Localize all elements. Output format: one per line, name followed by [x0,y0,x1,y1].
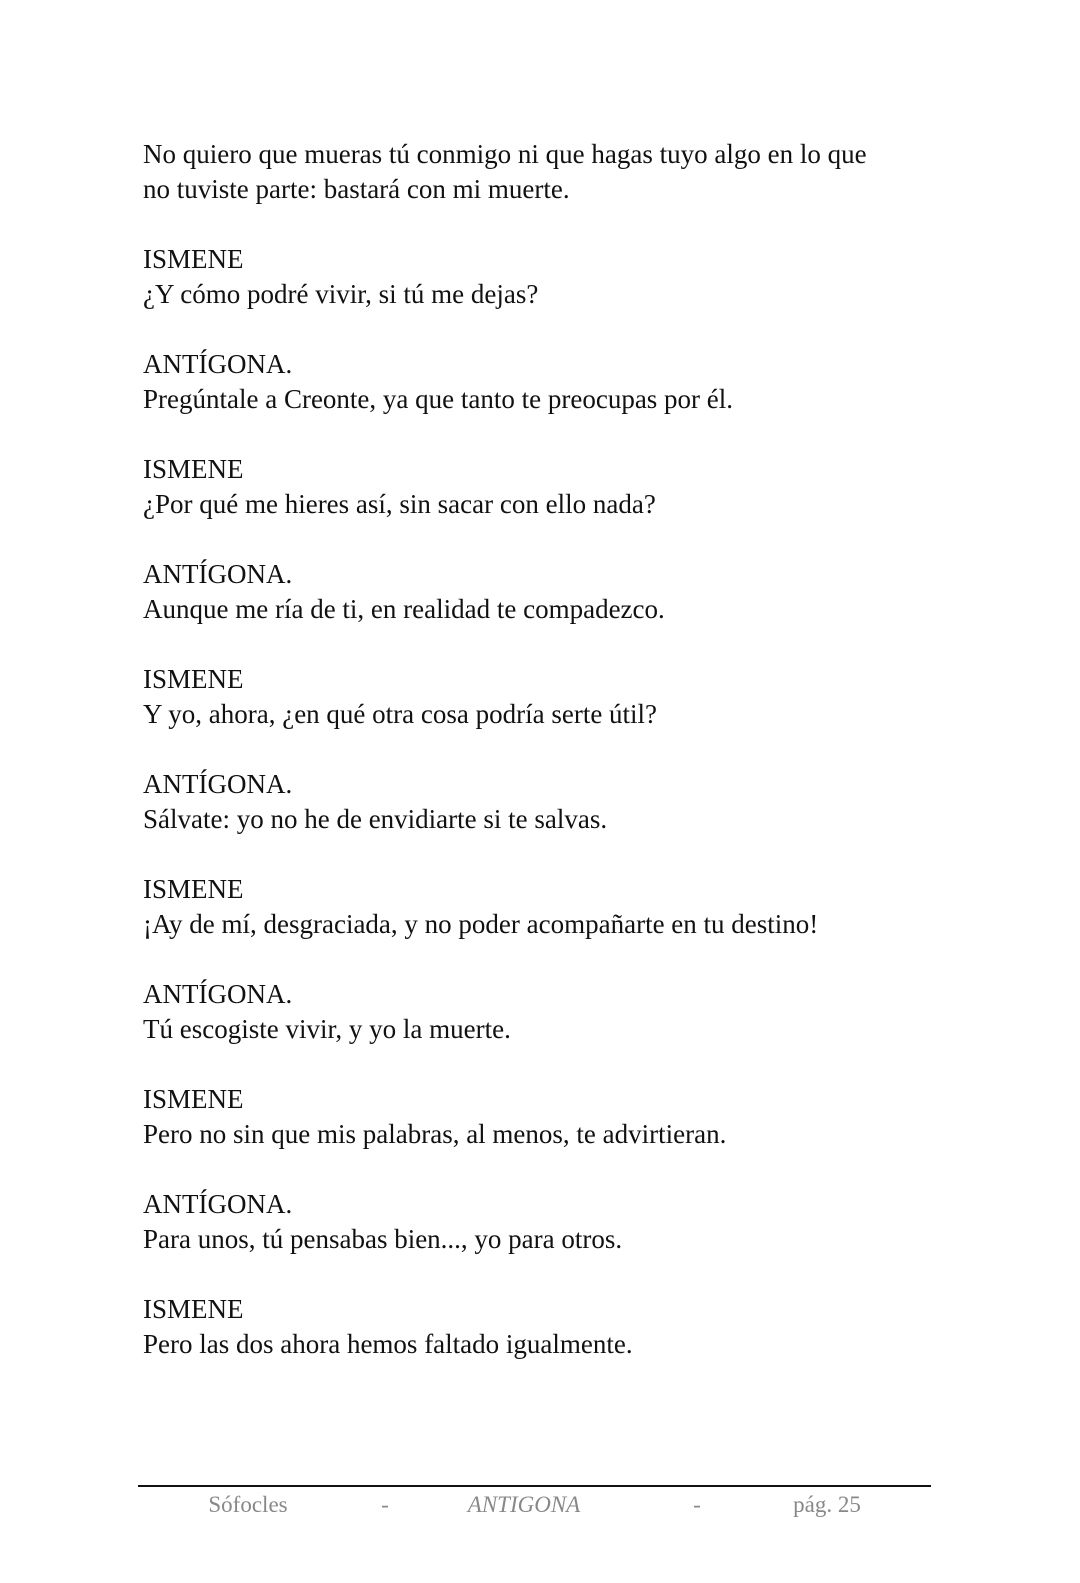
text-line: no tuviste parte: bastará con mi muerte. [143,174,570,204]
dialogue-line: Pero no sin que mis palabras, al menos, te advirtieran. [143,1119,727,1149]
dialogue-block [143,1187,943,1257]
dialogue-block [143,242,943,312]
footer-title: ANTIGONA [467,1492,581,1517]
dialogue-block [143,347,943,417]
speaker-name: ISMENE [143,874,244,904]
dialogue-line: Pregúntale a Creonte, ya que tanto te preocupas por él. [143,384,734,414]
dialogue-line: ¿Por qué me hieres así, sin sacar con ello nada? [143,489,656,519]
speaker-name: ISMENE [143,454,244,484]
speaker-name: ANTÍGONA. [143,769,293,799]
footer-page-number: pág. 25 [793,1492,861,1517]
footer-author: Sófocles [208,1492,288,1517]
dialogue-block [143,977,943,1047]
dialogue-block [143,662,943,732]
speaker-name: ANTÍGONA. [143,979,293,1009]
dialogue-block [143,872,943,942]
footer-rule [138,1485,931,1487]
footer-separator: - [693,1492,701,1517]
dialogue-block [143,1082,943,1152]
dialogue-line: Tú escogiste vivir, y yo la muerte. [143,1014,511,1044]
dialogue-line: ¡Ay de mí, desgraciada, y no poder acompañarte en tu destino! [143,909,819,939]
dialogue-block [143,1292,943,1362]
speaker-name: ISMENE [143,1084,244,1114]
dialogue-line: Y yo, ahora, ¿en qué otra cosa podría serte útil? [143,699,658,729]
dialogue-block [143,767,943,837]
dialogue-line: ¿Y cómo podré vivir, si tú me dejas? [143,279,539,309]
speaker-name: ANTÍGONA. [143,559,293,589]
speaker-name: ANTÍGONA. [143,1189,293,1219]
speaker-name: ISMENE [143,244,244,274]
speaker-name: ISMENE [143,1294,244,1324]
dialogue-line: Para unos, tú pensabas bien..., yo para otros. [143,1224,623,1254]
opening-paragraph [143,137,943,207]
speaker-name: ISMENE [143,664,244,694]
dialogue-block [143,452,943,522]
dialogue-line: Sálvate: yo no he de envidiarte si te salvas. [143,804,608,834]
dialogue-line: Aunque me ría de ti, en realidad te compadezco. [143,594,665,624]
speaker-name: ANTÍGONA. [143,349,293,379]
dialogue-line: Pero las dos ahora hemos faltado igualmente. [143,1329,633,1359]
page-body [143,137,943,1397]
footer-separator: - [381,1492,389,1517]
text-line: No quiero que mueras tú conmigo ni que hagas tuyo algo en lo que [143,139,867,169]
dialogue-block [143,557,943,627]
